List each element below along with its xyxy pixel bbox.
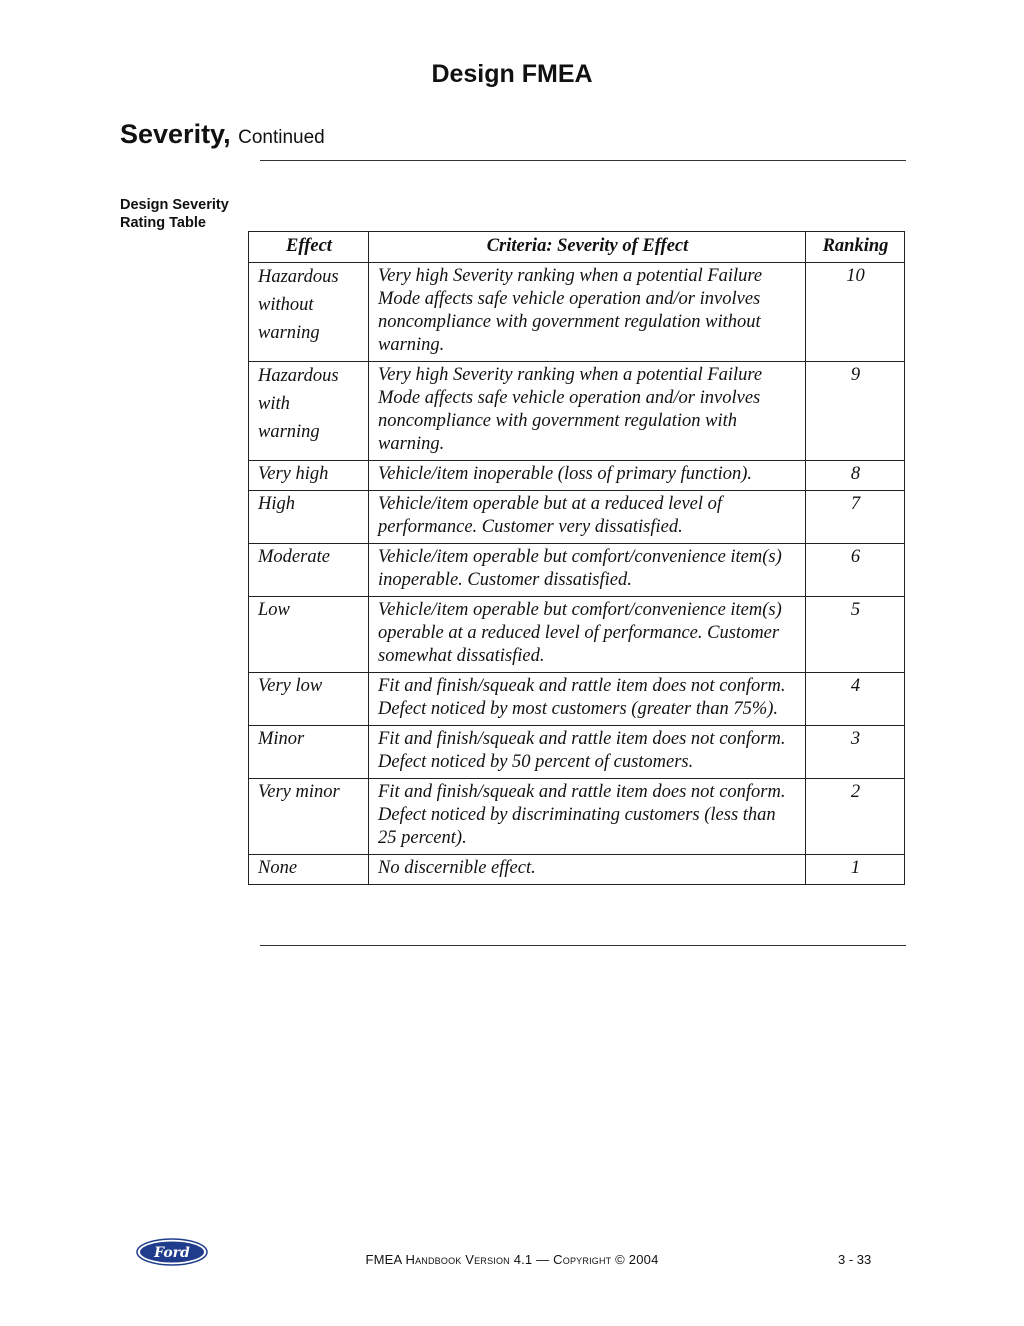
side-label-line1: Design Severity — [120, 197, 229, 213]
ranking-cell: 4 — [806, 673, 905, 726]
section-heading — [120, 119, 325, 150]
criteria-cell: Vehicle/item operable but at a reduced level of performance. Customer very dissatisfied. — [369, 491, 806, 544]
header-criteria: Criteria: Severity of Effect — [369, 232, 806, 263]
page-number: 3 - 33 — [838, 1252, 872, 1267]
ranking-cell: 1 — [806, 855, 905, 885]
criteria-cell: Vehicle/item operable but comfort/convenience item(s) operable at a reduced level of performance. Customer somewhat dissatisfied. — [369, 597, 806, 673]
table-row — [249, 263, 905, 362]
criteria-cell: Very high Severity ranking when a potential Failure Mode affects safe vehicle operation and/or involves noncompliance with government regulation without warning. — [369, 263, 806, 362]
effect-cell: High — [249, 491, 369, 544]
effect-cell: None — [249, 855, 369, 885]
ranking-cell: 5 — [806, 597, 905, 673]
top-divider — [260, 160, 906, 161]
ranking-cell: 2 — [806, 779, 905, 855]
table-row — [249, 362, 905, 461]
table-row — [249, 544, 905, 597]
table-side-label — [120, 196, 229, 232]
header-ranking: Ranking — [806, 232, 905, 263]
effect-cell: Hazardous without warning — [249, 263, 369, 362]
ranking-cell: 3 — [806, 726, 905, 779]
ranking-cell: 10 — [806, 263, 905, 362]
table-row — [249, 779, 905, 855]
effect-cell: Moderate — [249, 544, 369, 597]
table-row — [249, 461, 905, 491]
criteria-cell: Vehicle/item operable but comfort/convenience item(s) inoperable. Customer dissatisfied. — [369, 544, 806, 597]
table-row — [249, 726, 905, 779]
table-row — [249, 855, 905, 885]
criteria-cell: Vehicle/item inoperable (loss of primary function). — [369, 461, 806, 491]
effect-cell: Minor — [249, 726, 369, 779]
effect-cell: Very minor — [249, 779, 369, 855]
footer-text: FMEA Handbook Version 4.1 — Copyright © 2004 — [365, 1252, 659, 1267]
ranking-cell: 9 — [806, 362, 905, 461]
table-header-row — [249, 232, 905, 263]
ford-logo-text: Ford — [154, 1245, 190, 1261]
criteria-cell: No discernible effect. — [369, 855, 806, 885]
effect-cell: Low — [249, 597, 369, 673]
severity-rating-table — [248, 231, 905, 885]
ranking-cell: 6 — [806, 544, 905, 597]
criteria-cell: Fit and finish/squeak and rattle item does not conform. Defect noticed by most customers (greater than 75%). — [369, 673, 806, 726]
table-row — [249, 597, 905, 673]
section-continued: Continued — [238, 127, 325, 148]
ranking-cell: 7 — [806, 491, 905, 544]
effect-cell: Very high — [249, 461, 369, 491]
criteria-cell: Fit and finish/squeak and rattle item does not conform. Defect noticed by discriminating customers (less than 25 percent). — [369, 779, 806, 855]
section-title: Severity, — [120, 119, 231, 149]
criteria-cell: Fit and finish/squeak and rattle item does not conform. Defect noticed by 50 percent of customers. — [369, 726, 806, 779]
bottom-divider — [260, 945, 906, 946]
header-effect: Effect — [249, 232, 369, 263]
criteria-cell: Very high Severity ranking when a potential Failure Mode affects safe vehicle operation and/or involves noncompliance with government regulation with warning. — [369, 362, 806, 461]
table-row — [249, 673, 905, 726]
effect-cell: Very low — [249, 673, 369, 726]
side-label-line2: Rating Table — [120, 215, 206, 231]
effect-cell: Hazardous with warning — [249, 362, 369, 461]
ranking-cell: 8 — [806, 461, 905, 491]
table-row — [249, 491, 905, 544]
document-title: Design FMEA — [431, 60, 593, 88]
